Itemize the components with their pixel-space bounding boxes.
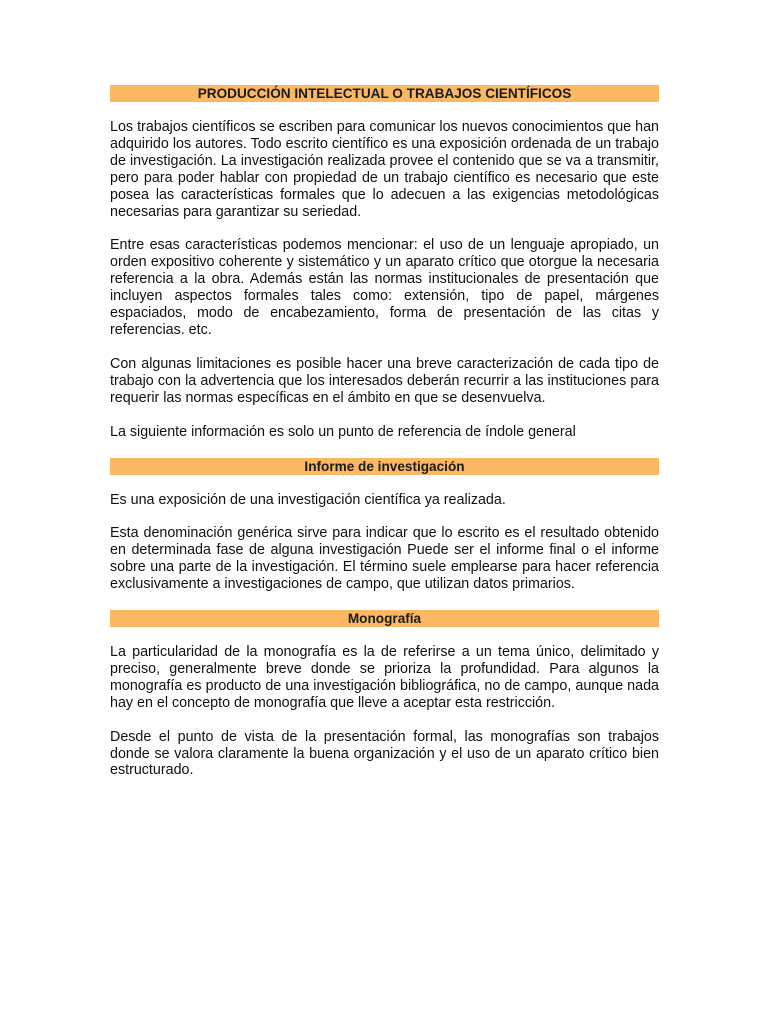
section-heading-monografia: Monografía xyxy=(110,610,659,627)
intro-paragraph-1: Los trabajos científicos se escriben para comunicar los nuevos conocimientos que han adquirido los autores. Todo escrito científico es una exposición ordenada de un trabajo de investigación. La investigación realizada provee el contenido que se va a transmitir, pero para poder hablar con propiedad de un trabajo científico es necesario que este posea las características formales que lo adecuen a las exigencias metodológicas necesarias para garantizar su seriedad. xyxy=(110,119,659,220)
section-heading-informe: Informe de investigación xyxy=(110,458,659,475)
intro-paragraph-3: Con algunas limitaciones es posible hacer una breve caracterización de cada tipo de trabajo con la advertencia que los interesados deberán recurrir a las instituciones para requerir las normas específicas en el ámbito en que se desenvuelva. xyxy=(110,355,659,406)
monografia-paragraph-2: Desde el punto de vista de la presentación formal, las monografías son trabajos donde se valora claramente la buena organización y el uso de un aparato crítico bien estructurado. xyxy=(110,728,659,779)
informe-paragraph-2: Esta denominación genérica sirve para indicar que lo escrito es el resultado obtenido en determinada fase de alguna investigación Puede ser el informe final o el informe sobre una parte de la investigación. El término suele emplearse para hacer referencia exclusivamente a investigaciones de campo, que utilizan datos primarios. xyxy=(110,525,659,593)
document-title: PRODUCCIÓN INTELECTUAL O TRABAJOS CIENTÍFICOS xyxy=(110,85,659,102)
monografia-paragraph-1: La particularidad de la monografía es la de referirse a un tema único, delimitado y preciso, generalmente breve donde se prioriza la profundidad. Para algunos la monografía es producto de una investigación bibliográfica, no de campo, aunque nada hay en el concepto de monografía que lleve a aceptar esta restricción. xyxy=(110,644,659,711)
intro-paragraph-4: La siguiente información es solo un punto de referencia de índole general xyxy=(110,423,576,440)
intro-paragraph-2: Entre esas características podemos mencionar: el uso de un lenguaje apropiado, un orden expositivo coherente y sistemático y un aparato crítico que otorgue la necesaria referencia a la obra. Además están las normas institucionales de presentación que incluyen aspectos formales tales como: extensión, tipo de papel, márgenes espaciados, modo de encabezamiento, forma de presentación de las citas y referencias. etc. xyxy=(110,237,659,338)
informe-paragraph-1: Es una exposición de una investigación científica ya realizada. xyxy=(110,491,506,508)
document-page xyxy=(110,85,659,779)
